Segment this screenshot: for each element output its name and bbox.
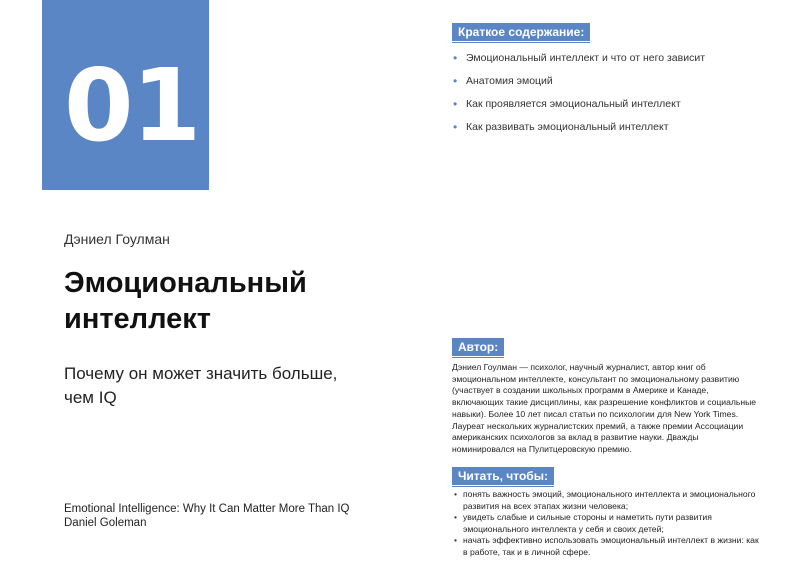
original-author: Daniel Goleman (64, 517, 147, 529)
summary-item: • Как проявляется эмоциональный интеллект (452, 96, 705, 119)
chapter-number-block (42, 0, 209, 190)
read-to-heading: Читать, чтобы: (452, 467, 554, 485)
original-edition (64, 502, 350, 530)
read-to-item: • понять важность эмоций, эмоционального интеллекта и эмоционального развития на всех этапах жизни человека; (452, 489, 762, 512)
summary-item: • Анатомия эмоций (452, 73, 705, 96)
summary-list (452, 50, 705, 142)
book-subtitle: Почему он может значить больше, чем IQ (64, 364, 338, 407)
original-title: Emotional Intelligence: Why It Can Matter More Than IQ (64, 503, 350, 515)
summary-item: • Эмоциональный интеллект и что от него зависит (452, 50, 705, 73)
book-author: Дэниел Гоулман (64, 231, 170, 247)
summary-item: • Как развивать эмоциональный интеллект (452, 119, 705, 142)
read-to-list (452, 489, 762, 558)
chapter-number: 01 (64, 47, 200, 164)
summary-heading: Краткое содержание: (452, 23, 590, 41)
read-to-item: • увидеть слабые и сильные стороны и наметить пути развития эмоционального интеллекта у себя и своих детей; (452, 512, 762, 535)
author-bio: Дэниел Гоулман — психолог, научный журналист, автор книг об эмоциональном интеллекте, консультант по эмоциональному развитию (участвует в создании школьных программ в Америке и Канаде, включающих такие дисциплины, как разрешение конфликтов и социальные навыки). Более 10 лет писал статьи по психологии для New York Times. Лауреат нескольких журналистских премий, а также премии Ассоциации американских психологов за вклад в развитие науки. Дважды номинировался на Пулитцеровскую премию. (452, 362, 757, 454)
book-title: Эмоциональный интеллект (64, 267, 307, 335)
author-heading: Автор: (452, 338, 504, 356)
read-to-item: • начать эффективно использовать эмоциональный интеллект в жизни: как в работе, так и в личной сфере. (452, 535, 762, 558)
